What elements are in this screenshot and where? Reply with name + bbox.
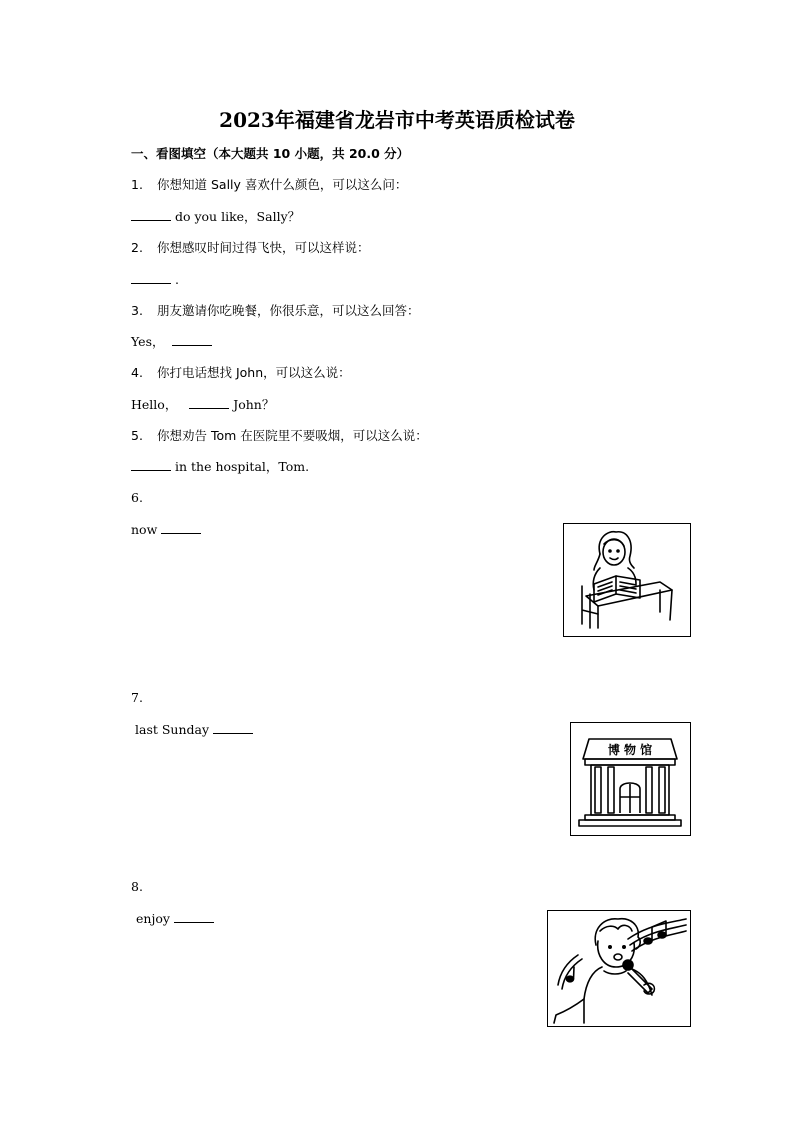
answer-prefix: now bbox=[131, 522, 158, 537]
question-text: 朋友邀请你吃晚餐，你很乐意，可以这么回答： bbox=[157, 303, 420, 318]
museum-image bbox=[570, 722, 691, 836]
question-7-number: 7. bbox=[131, 690, 143, 705]
answer-suffix: . bbox=[171, 272, 179, 287]
question-1-answer bbox=[131, 209, 300, 225]
question-8-number: 8. bbox=[131, 879, 143, 894]
question-7-answer bbox=[135, 722, 253, 738]
answer-blank[interactable] bbox=[189, 397, 229, 409]
question-number: 4. bbox=[131, 365, 143, 380]
question-2-answer bbox=[131, 272, 179, 288]
girl-reading-image bbox=[563, 523, 691, 637]
answer-prefix: enjoy bbox=[136, 911, 170, 926]
museum-building-icon bbox=[571, 723, 690, 835]
answer-suffix: do you like，Sally？ bbox=[171, 209, 301, 224]
question-4-answer bbox=[131, 397, 274, 413]
answer-blank[interactable] bbox=[131, 272, 171, 284]
question-8-answer bbox=[136, 911, 214, 927]
museum-sign-text: 博 物 馆 bbox=[607, 743, 653, 757]
answer-blank[interactable] bbox=[172, 334, 212, 346]
question-number: 1. bbox=[131, 177, 143, 192]
question-5-prompt bbox=[131, 428, 428, 444]
answer-prefix: last Sunday bbox=[135, 722, 210, 737]
question-3-answer bbox=[131, 334, 212, 350]
section-heading: 一、看图填空（本大题共 10 小题，共 20.0 分） bbox=[131, 146, 410, 161]
question-text: 你打电话想找 John，可以这么说： bbox=[157, 365, 351, 380]
answer-suffix: John？ bbox=[229, 397, 275, 412]
question-5-answer bbox=[131, 459, 309, 475]
boy-singing-icon bbox=[548, 911, 690, 1026]
answer-blank[interactable] bbox=[131, 459, 171, 471]
answer-suffix: in the hospital，Tom. bbox=[171, 459, 310, 474]
answer-prefix: Hello， bbox=[131, 397, 178, 412]
question-6-number: 6. bbox=[131, 490, 143, 505]
page-title: 2023年福建省龙岩市中考英语质检试卷 bbox=[219, 108, 575, 132]
question-number: 5. bbox=[131, 428, 143, 443]
boy-singing-image bbox=[547, 910, 691, 1027]
question-4-prompt bbox=[131, 365, 351, 381]
question-text: 你想感叹时间过得飞快，可以这样说： bbox=[157, 240, 370, 255]
girl-reading-icon bbox=[564, 524, 690, 636]
answer-blank[interactable] bbox=[161, 522, 201, 534]
question-3-prompt bbox=[131, 303, 420, 319]
question-2-prompt bbox=[131, 240, 370, 256]
answer-blank[interactable] bbox=[131, 209, 171, 221]
question-text: 你想劝告 Tom 在医院里不要吸烟，可以这么说： bbox=[157, 428, 428, 443]
answer-blank[interactable] bbox=[174, 911, 214, 923]
question-1-prompt bbox=[131, 177, 407, 193]
answer-blank[interactable] bbox=[213, 722, 253, 734]
question-number: 3. bbox=[131, 303, 143, 318]
question-6-answer bbox=[131, 522, 201, 538]
question-text: 你想知道 Sally 喜欢什么颜色，可以这么问： bbox=[157, 177, 408, 192]
question-number: 2. bbox=[131, 240, 143, 255]
answer-prefix: Yes， bbox=[131, 334, 165, 349]
